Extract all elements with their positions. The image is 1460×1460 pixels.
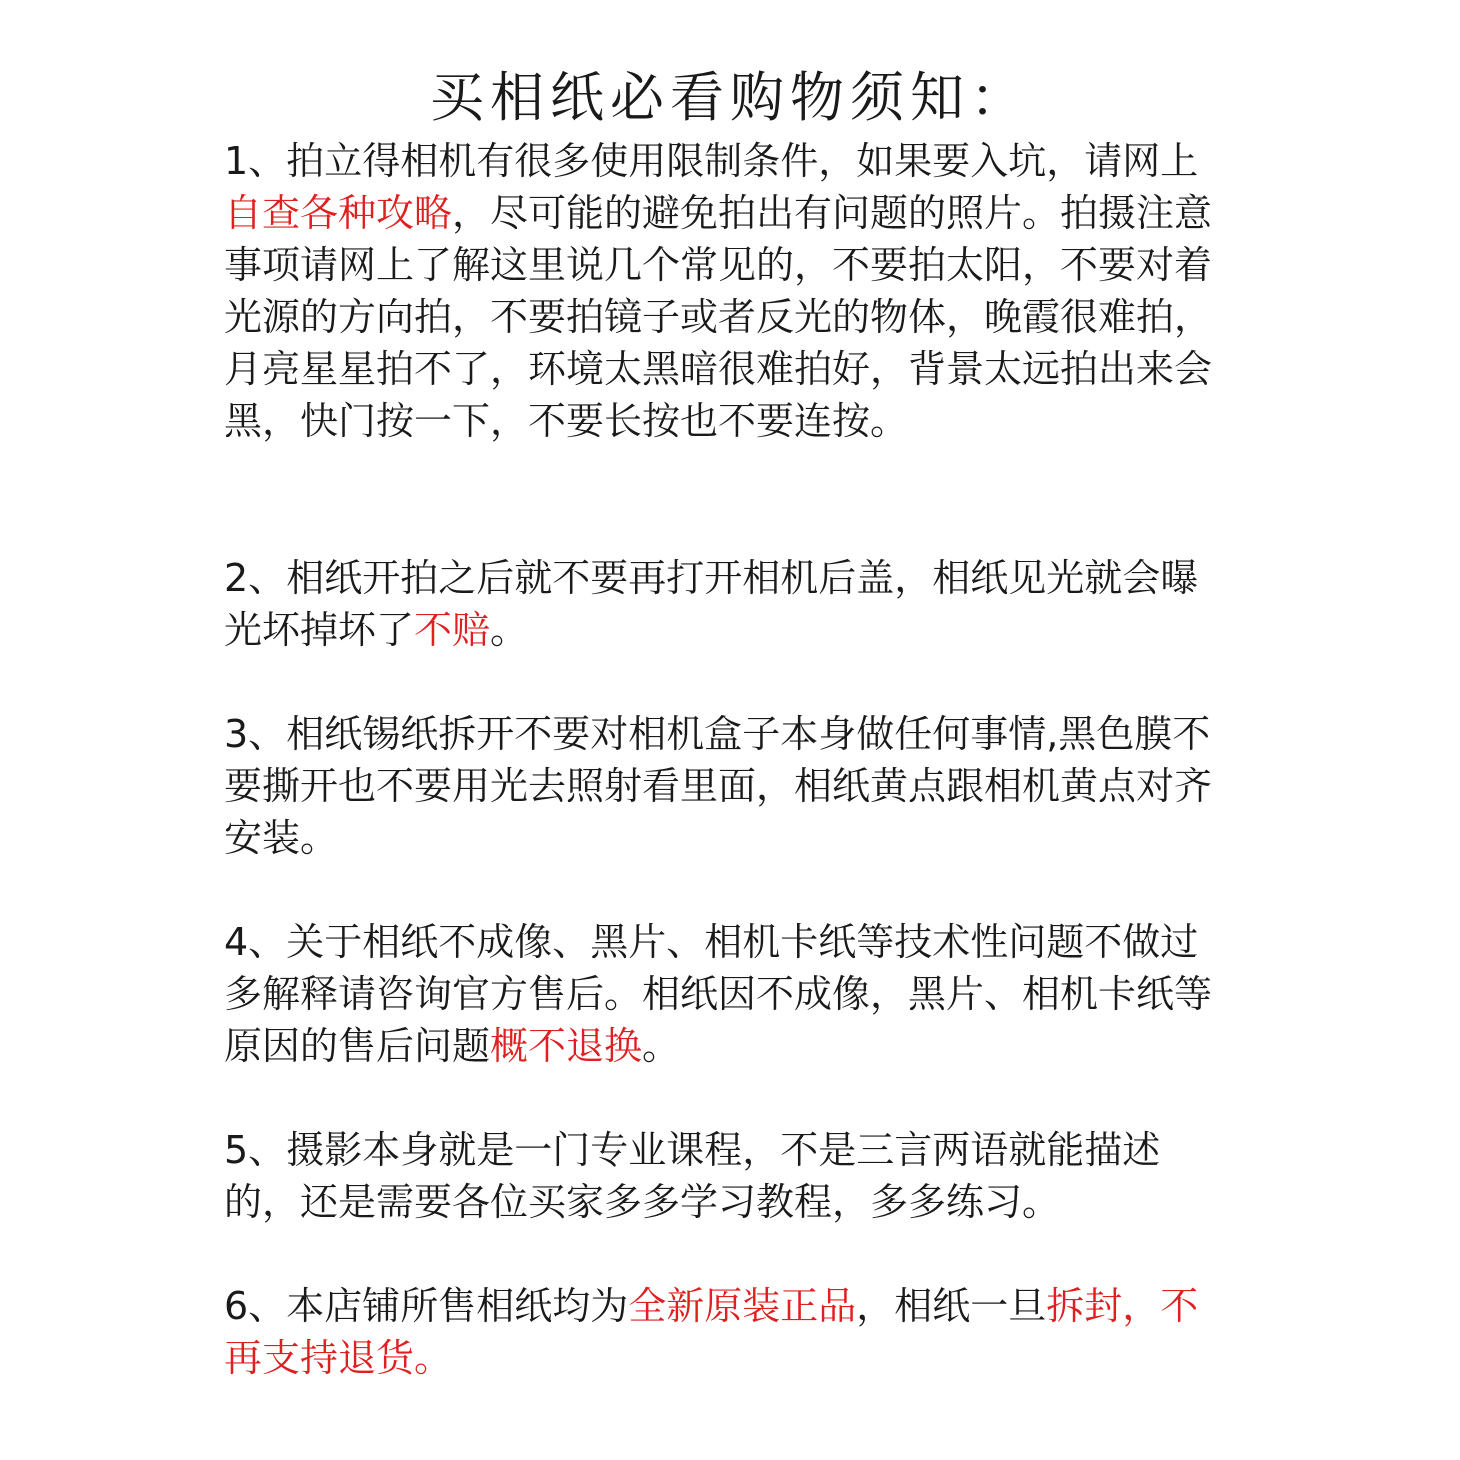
notice-item-6 xyxy=(224,1280,1224,1384)
notice-item-5 xyxy=(224,1124,1224,1228)
notice-number: 2、 xyxy=(224,556,287,600)
page-title: 买相纸必看购物须知： xyxy=(430,66,1030,129)
notice-number: 1、 xyxy=(224,139,287,183)
notice-text: 相纸开拍之后就不要再打开相机后盖，相纸见光就会曝光坏掉坏了 xyxy=(224,556,1199,652)
notice-highlight: 拆封，不再支持退货。 xyxy=(224,1284,1199,1380)
notice-item-2 xyxy=(224,552,1224,656)
notice-text: 拍立得相机有很多使用限制条件，如果要入坑，请网上 xyxy=(286,139,1199,183)
notice-text: ，相纸一旦 xyxy=(856,1284,1047,1328)
notice-number: 3、 xyxy=(224,712,287,756)
notice-text: 关于相纸不成像、黑片、相机卡纸等技术性问题不做过多解释请咨询官方售后。相纸因不成像，黑片、相机卡纸等原因的售后问题 xyxy=(224,920,1213,1068)
notice-item-1 xyxy=(224,135,1224,447)
notice-text: 。 xyxy=(490,608,529,652)
notice-number: 5、 xyxy=(224,1128,287,1172)
notice-text: 。 xyxy=(642,1024,681,1068)
notice-item-4 xyxy=(224,916,1224,1072)
notice-number: 4、 xyxy=(224,920,287,964)
notice-item-3 xyxy=(224,708,1224,864)
notice-text: 相纸锡纸拆开不要对相机盒子本身做任何事情,黑色膜不要撕开也不要用光去照射看里面，相纸黄点跟相机黄点对齐安装。 xyxy=(224,712,1213,860)
notice-text: 本店铺所售相纸均为 xyxy=(286,1284,629,1328)
notice-highlight: 全新原装正品 xyxy=(628,1284,857,1328)
notice-text: 摄影本身就是一门专业课程，不是三言两语就能描述的，还是需要各位买家多多学习教程，多多练习。 xyxy=(224,1128,1161,1224)
notice-highlight: 不赔 xyxy=(414,608,491,652)
notice-text: ，尽可能的避免拍出有问题的照片。拍摄注意事项请网上了解这里说几个常见的，不要拍太阳，不要对着光源的方向拍，不要拍镜子或者反光的物体，晚霞很难拍，月亮星星拍不了，环境太黑暗很难拍好，背景太远拍出来会黑，快门按一下，不要长按也不要连按。 xyxy=(224,191,1213,443)
notice-highlight: 自查各种攻略 xyxy=(224,191,453,235)
notice-number: 6、 xyxy=(224,1284,287,1328)
notice-highlight: 概不退换 xyxy=(490,1024,643,1068)
